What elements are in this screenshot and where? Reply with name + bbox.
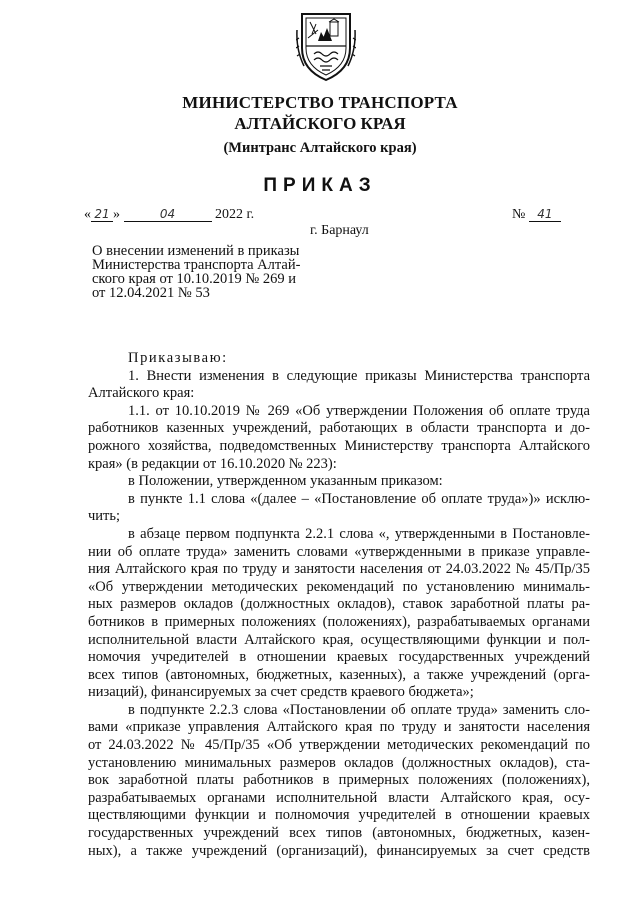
subject-line: Министерства транспорта Алтай- xyxy=(92,257,301,273)
body-line: Приказываю: xyxy=(128,350,228,366)
body-line: государственных учреждений всех типов (автономных, бюджетных, казен- xyxy=(88,825,590,842)
body-line: в пункте 1.1 слова «(далее – «Постановление об оплате труда»)» исклю- xyxy=(128,490,590,507)
body-line: в подпункте 2.2.3 слова «Постановлении об оплате труда» заменить сло- xyxy=(128,701,590,718)
body-line: в абзаце первом подпункта 2.2.1 слова «, утвержденными в Постановле- xyxy=(128,525,590,542)
body-line: ботников в примерных положениях (положениях), разрабатываемых органами xyxy=(88,613,590,630)
body-line: разрабатываемых органами исполнительной власти Алтайского края, осу- xyxy=(88,789,590,806)
body-line: ния Алтайского края по труду и занятости населения от 24.03.2022 № 45/Пр/35 xyxy=(88,561,590,578)
body-line: от 24.03.2022 № 45/Пр/35 «Об утверждении методических рекомендаций по xyxy=(88,737,590,754)
date-day: 21 xyxy=(91,207,113,222)
org-short-name: (Минтранс Алтайского края) xyxy=(223,140,417,156)
body-line: установлению минимальных размеров окладов (должностных окладов), ста- xyxy=(88,754,590,771)
body-line: ных размеров окладов (должностных окладов), ставок заработной платы ра- xyxy=(88,596,590,613)
body-line: исполнительной власти Алтайского края, осуществляющими функции и пол- xyxy=(88,631,590,648)
body-line: работников казенных учреждений, работающих в области транспорта и до- xyxy=(88,420,590,437)
coat-of-arms-icon xyxy=(296,10,356,84)
body-line: низаций), финансируемых за счет средств краевого бюджета»; xyxy=(88,684,474,701)
date-close-quote: » xyxy=(113,207,120,222)
date-month: 04 xyxy=(124,207,212,222)
body-line: всех типов (автономных, бюджетных, казенных), а также учреждений (орга- xyxy=(88,666,590,683)
date-open-quote: « xyxy=(84,207,91,222)
body-line: чить; xyxy=(88,508,121,525)
number-value: 41 xyxy=(529,207,561,222)
city-name: г. Барнаул xyxy=(310,223,369,238)
order-date xyxy=(84,207,254,223)
body-line: ществляющими функции и полномочия учредителей в отношении краевых xyxy=(88,807,590,824)
body-line: вами «приказе управления Алтайского края по труду и занятости населения xyxy=(88,719,590,736)
body-line: в Положении, утвержденном указанным приказом: xyxy=(128,473,443,490)
subject-line: от 12.04.2021 № 53 xyxy=(92,285,210,301)
org-name-line-1: МИНИСТЕРСТВО ТРАНСПОРТА xyxy=(182,93,458,112)
date-year: 2022 г. xyxy=(215,207,255,222)
body-line: 1. Внести изменения в следующие приказы Министерства транспорта xyxy=(128,367,590,384)
document-type-title: ПРИКАЗ xyxy=(263,175,377,196)
order-body xyxy=(88,350,590,860)
order-subject xyxy=(92,244,332,300)
order-number xyxy=(512,207,561,223)
subject-line: О внесении изменений в приказы xyxy=(92,243,300,259)
body-line: нии об оплате труда» заменить словами «утвержденными в приказе управле- xyxy=(88,543,590,560)
body-line: 1.1. от 10.10.2019 № 269 «Об утверждении Положения об оплате труда xyxy=(128,402,590,419)
body-line: вок заработной платы работников в примерных положениях (положениях), xyxy=(88,772,590,789)
body-line: Алтайского края: xyxy=(88,385,195,402)
body-line: номочия учредителей в отношении краевых государственных учреждений xyxy=(88,649,590,666)
subject-line: ского края от 10.10.2019 № 269 и xyxy=(92,271,296,287)
body-line: рожного хозяйства, подведомственных Министерству транспорта Алтайского xyxy=(88,437,590,454)
body-line: края» (в редакции от 16.10.2020 № 223): xyxy=(88,455,337,472)
body-line: «Об утверждении методических рекомендаций по установлению минималь- xyxy=(88,578,590,595)
number-label: № xyxy=(512,207,526,222)
org-name-line-2: АЛТАЙСКОГО КРАЯ xyxy=(234,114,406,133)
body-line: ных), а также учреждений (организаций), финансируемых за счет средств xyxy=(88,842,590,859)
